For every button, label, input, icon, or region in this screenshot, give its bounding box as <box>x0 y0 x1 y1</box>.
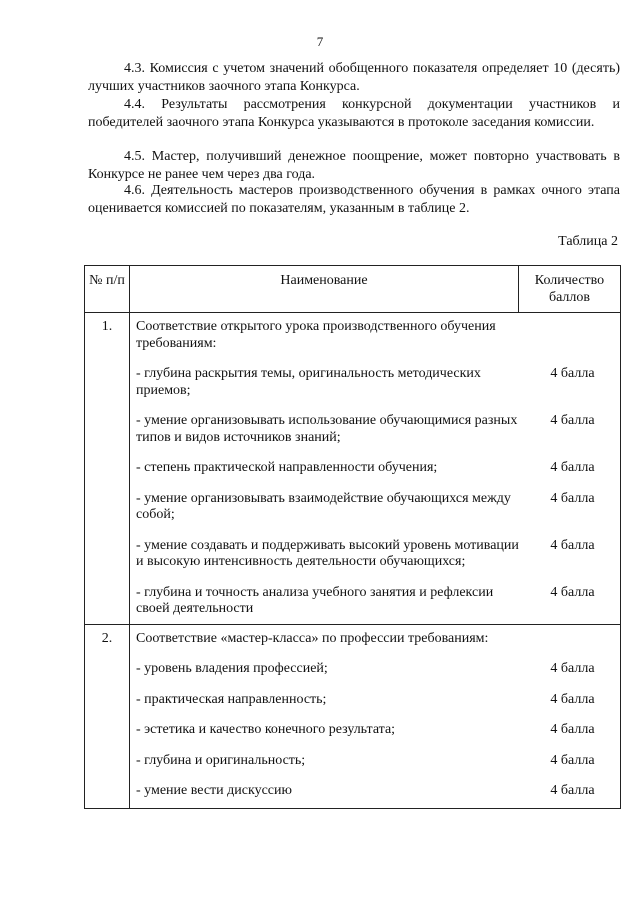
item-name: - степень практической направленности обучения; <box>136 460 438 475</box>
item-name: - умение организовывать взаимодействие обучающихся между собой; <box>136 490 511 522</box>
section-number: 1. <box>85 313 130 625</box>
paragraph-4-3: 4.3. Комиссия с учетом значений обобщенного показателя определяет 10 (десять) лучших участников заочного этапа Конкурса. <box>88 61 620 94</box>
list-item <box>130 692 620 709</box>
list-item <box>130 491 620 524</box>
paragraph-4-4: 4.4. Результаты рассмотрения конкурсной документации участников и победителей заочного этапа Конкурса указываются в протоколе заседания комиссии. <box>88 97 620 130</box>
item-points: 4 балла <box>550 366 595 381</box>
section-title-row <box>130 319 620 352</box>
header-num: № п/п <box>85 266 130 313</box>
item-name: - практическая направленность; <box>136 691 327 707</box>
table-section-1 <box>85 313 621 625</box>
paragraph-4-5: 4.5. Мастер, получивший денежное поощрение, может повторно участвовать в Конкурсе не ранее чем через два года. <box>88 149 620 182</box>
item-name: - эстетика и качество конечного результата; <box>136 722 396 737</box>
item-name: - глубина и точность анализа учебного занятия и рефлексии своей деятельности <box>136 584 494 616</box>
section-body <box>130 624 621 808</box>
criteria-table <box>84 265 621 809</box>
item-points: 4 балла <box>550 783 595 798</box>
item-name: - уровень владения профессией; <box>136 661 328 676</box>
item-points: 4 балла <box>550 722 595 737</box>
header-name: Наименование <box>130 266 519 313</box>
item-points: 4 балла <box>550 413 595 428</box>
page-number: 7 <box>316 34 324 49</box>
item-points: 4 балла <box>550 490 595 506</box>
list-item <box>130 753 620 770</box>
section-title: Соответствие «мастер-класса» по профессии требованиям: <box>136 630 489 646</box>
table-section-2 <box>85 624 621 808</box>
header-points: Количество баллов <box>519 266 621 313</box>
section-title-row <box>130 631 620 648</box>
item-points: 4 балла <box>550 584 595 600</box>
item-name: - умение создавать и поддерживать высокий уровень мотивации и высокую интенсивность деятельности обучающихся; <box>136 537 519 569</box>
item-points: 4 балла <box>550 661 595 676</box>
table-caption: Таблица 2 <box>558 234 618 249</box>
paragraph-4-6: 4.6. Деятельность мастеров производственного обучения в рамках очного этапа оценивается комиссией по показателям, указанным в таблице 2. <box>88 183 620 216</box>
list-item <box>130 661 620 678</box>
item-name: - умение организовывать использование обучающимися разных типов и видов источников знаний; <box>136 413 518 445</box>
item-points: 4 балла <box>550 752 595 768</box>
list-item <box>130 585 620 618</box>
list-item <box>130 460 620 477</box>
item-points: 4 балла <box>550 537 595 553</box>
item-name: - умение вести дискуссию <box>136 783 292 798</box>
section-body <box>130 313 621 625</box>
item-name: - глубина и оригинальность; <box>136 752 306 768</box>
list-item <box>130 538 620 571</box>
table-header-row <box>85 266 621 313</box>
list-item <box>130 413 620 446</box>
item-points: 4 балла <box>550 691 595 707</box>
item-points: 4 балла <box>550 460 595 475</box>
list-item <box>130 783 620 800</box>
list-item <box>130 722 620 739</box>
list-item <box>130 366 620 399</box>
section-title: Соответствие открытого урока производственного обучения требованиям: <box>136 319 496 351</box>
item-name: - глубина раскрытия темы, оригинальность методических приемов; <box>136 366 481 398</box>
section-number: 2. <box>85 624 130 808</box>
